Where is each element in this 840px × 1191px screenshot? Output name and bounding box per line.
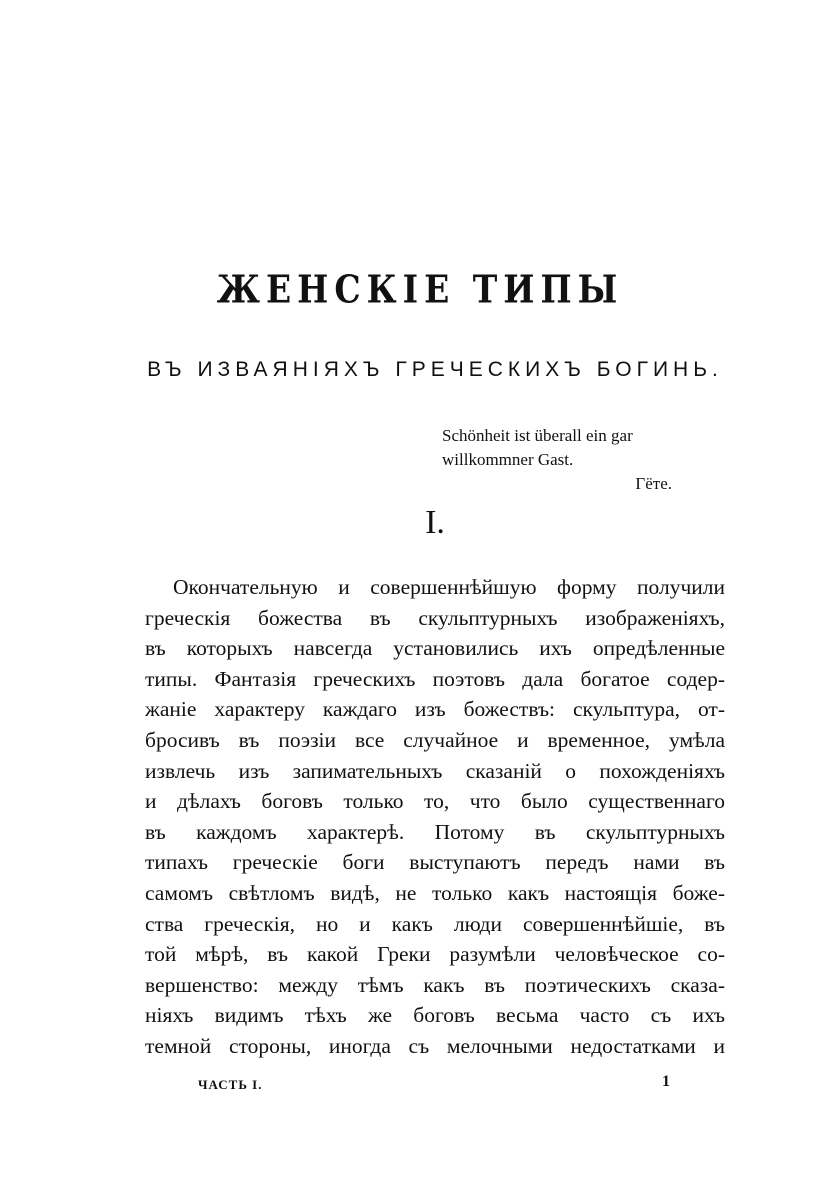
text-line: ніяхъ видимъ тѣхъ же боговъ весьма часто съ ихъ bbox=[145, 1003, 725, 1028]
epigraph-line: willkommner Gast. bbox=[442, 450, 574, 469]
text-line: греческія божества въ скульптурныхъ изображеніяхъ, bbox=[145, 605, 725, 630]
text-line: бросивъ въ поэзіи все случайное и временное, умѣла bbox=[145, 727, 725, 752]
text-line: вершенство: между тѣмъ какъ въ поэтическихъ сказа- bbox=[145, 972, 725, 997]
text-line: Окончательную и совершеннѣйшую форму получили bbox=[173, 575, 725, 599]
text-line: типахъ греческіе боги выступаютъ передъ нами въ bbox=[145, 850, 725, 875]
text-line: жаніе характеру каждаго изъ божествъ: скульптура, от- bbox=[145, 697, 725, 722]
text-line: типы. Фантазія греческихъ поэтовъ дала богатое содер- bbox=[145, 666, 725, 691]
signature-mark: ЧАСТЬ I. bbox=[198, 1077, 263, 1092]
body-text bbox=[145, 572, 725, 1062]
page-number: 1 bbox=[662, 1073, 670, 1090]
epigraph bbox=[442, 424, 702, 496]
text-line: темной стороны, иногда съ мелочными недостатками и bbox=[145, 1033, 725, 1058]
chapter-number: I. bbox=[425, 504, 445, 541]
epigraph-line: Schönheit ist überall ein gar bbox=[442, 426, 633, 445]
text-line: самомъ свѣтломъ видѣ, не только какъ настоящія боже- bbox=[145, 880, 725, 905]
text-line: извлечь изъ запимательныхъ сказаній о похожденіяхъ bbox=[145, 758, 725, 783]
epigraph-author: Гёте. bbox=[635, 474, 672, 493]
text-line: той мѣрѣ, въ какой Греки разумѣли человѣческое со- bbox=[145, 942, 725, 967]
page-title: ЖЕНСКІЕ ТИПЫ bbox=[216, 267, 624, 312]
text-line: и дѣлахъ боговъ только то, что было существеннаго bbox=[145, 789, 725, 814]
text-line: въ которыхъ навсегда установились ихъ опредѣленные bbox=[145, 636, 725, 661]
page-subtitle: ВЪ ИЗВАЯНІЯХЪ ГРЕЧЕСКИХЪ БОГИНЬ. bbox=[147, 358, 723, 381]
text-line: ства греческія, но и какъ люди совершеннѣйшіе, въ bbox=[145, 911, 725, 936]
text-line: въ каждомъ характерѣ. Потому въ скульптурныхъ bbox=[145, 819, 725, 844]
